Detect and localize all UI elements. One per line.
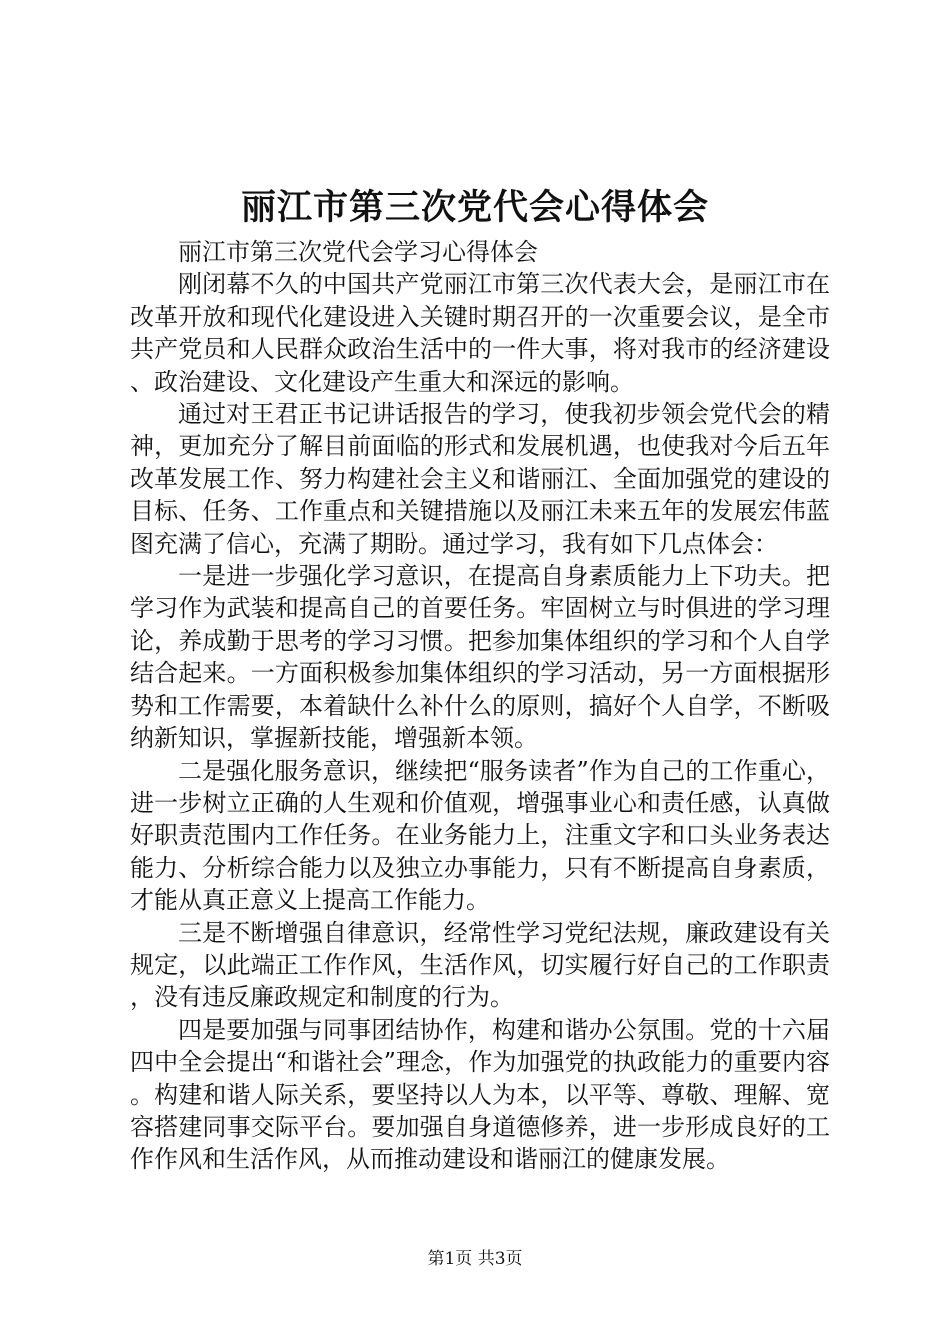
document-body (130, 236, 830, 1176)
body-paragraph: 四是要加强与同事团结协作，构建和谐办公氛围。党的十六届四中全会提出“和谐社会”理念，作为加强党的执政能力的重要内容。构建和谐人际关系，要坚持以人为本，以平等、尊敬、理解、宽容搭建同事交际平台。要加强自身道德修养，进一步形成良好的工作作风和生活作风，从而推动建设和谐丽江的健康发展。 (130, 1015, 830, 1174)
body-paragraph: 三是不断增强自律意识，经常性学习党纪法规，廉政建设有关规定，以此端正工作作风，生活作风，切实履行好自己的工作职责，没有违反廉政规定和制度的行为。 (130, 918, 830, 1012)
page-number-footer: 第1页 共3页 (427, 1249, 523, 1269)
body-paragraph: 通过对王君正书记讲话报告的学习，使我初步领会党代会的精神，更加充分了解目前面临的形式和发展机遇，也使我对今后五年改革发展工作、努力构建社会主义和谐丽江、全面加强党的建设的目标、任务、工作重点和关键措施以及丽江未来五年的发展宏伟蓝图充满了信心，充满了期盼。通过学习，我有如下几点体会： (130, 400, 830, 558)
body-paragraph: 刚闭幕不久的中国共产党丽江市第三次代表大会，是丽江市在改革开放和现代化建设进入关键时期召开的一次重要会议，是全市共产党员和人民群众政治生活中的一件大事，将对我市的经济建设、政治建设、文化建设产生重大和深远的影响。 (130, 270, 830, 396)
subtitle-paragraph: 丽江市第三次党代会学习心得体会 (178, 238, 538, 266)
body-paragraph: 二是强化服务意识，继续把“服务读者”作为自己的工作重心，进一步树立正确的人生观和价值观，增强事业心和责任感，认真做好职责范围内工作任务。在业务能力上，注重文字和口头业务表达能力、分析综合能力以及独立办事能力，只有不断提高自身素质，才能从真正意义上提高工作能力。 (130, 756, 830, 915)
body-paragraph: 一是进一步强化学习意识，在提高自身素质能力上下功夫。把学习作为武装和提高自己的首要任务。牢固树立与时俱进的学习理论，养成勤于思考的学习习惯。把参加集体组织的学习和个人自学结合起来。一方面积极参加集体组织的学习活动，另一方面根据形势和工作需要，本着缺什么补什么的原则，搞好个人自学，不断吸纳新知识，掌握新技能，增强新本领。 (130, 562, 830, 753)
document-title: 丽江市第三次党代会心得体会 (240, 187, 709, 228)
